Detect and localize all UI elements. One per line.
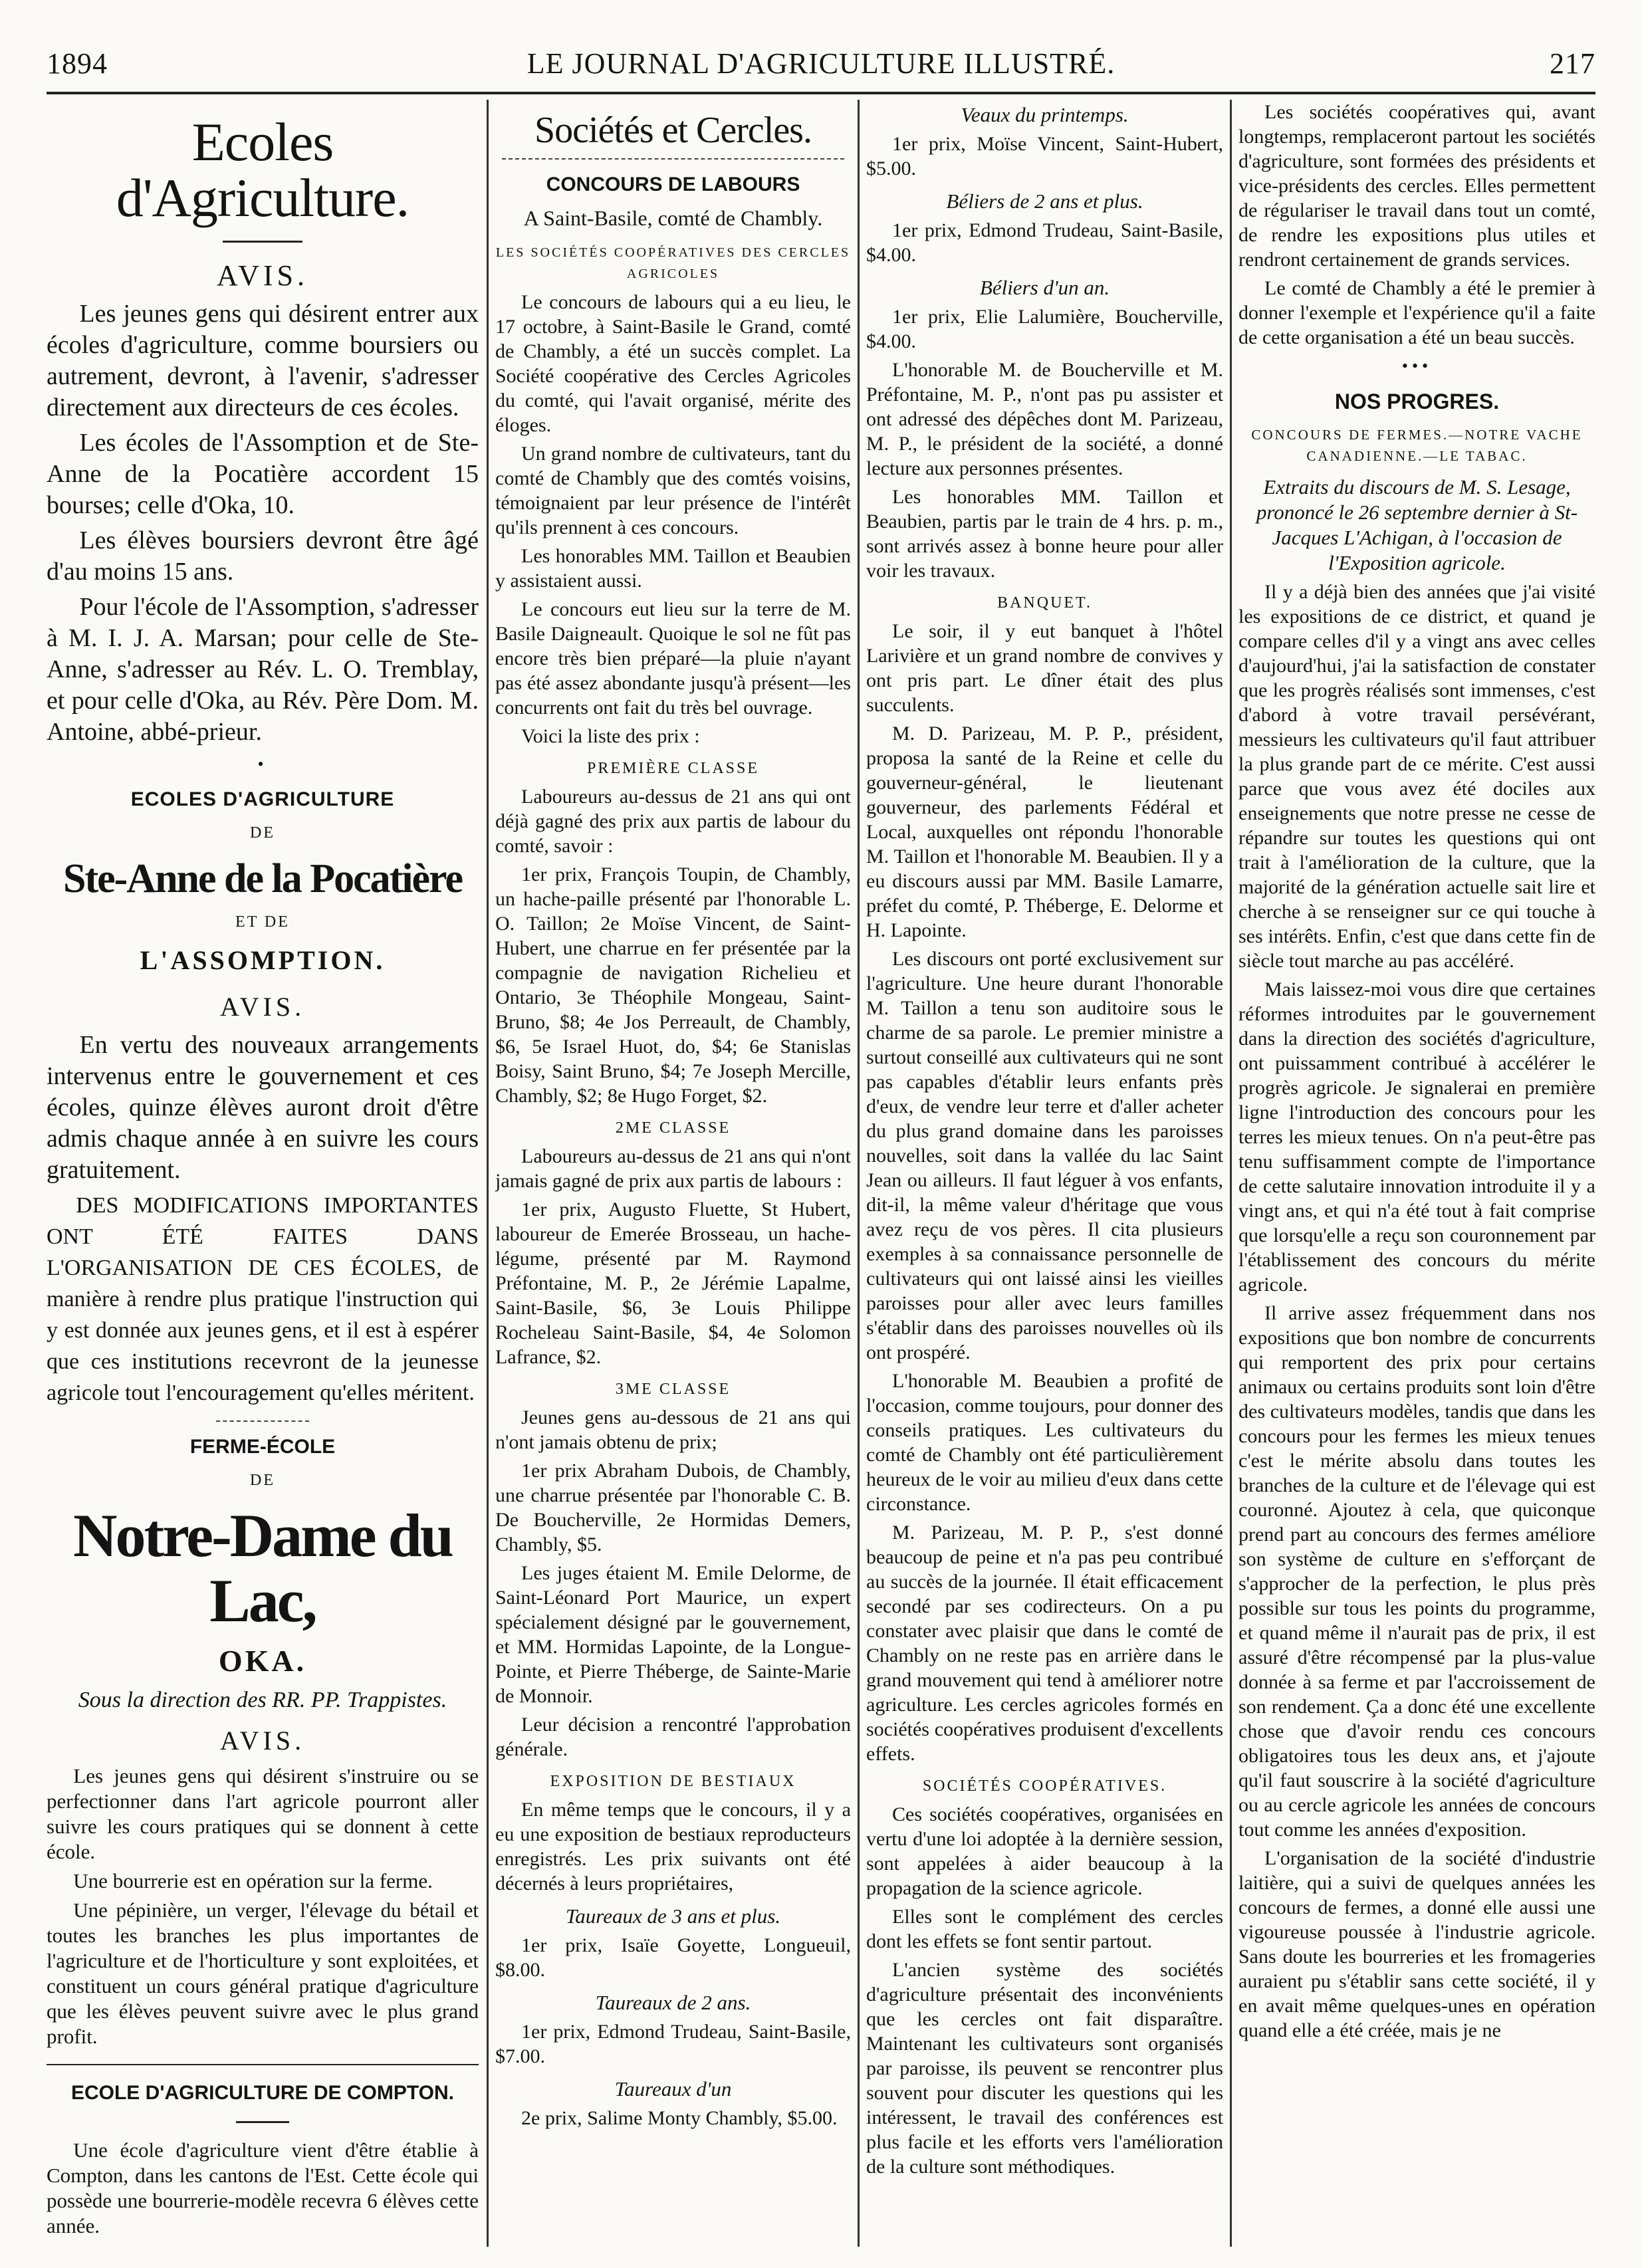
paragraph: Les honorables MM. Taillon et Beaubien y assistaient aussi. bbox=[495, 545, 851, 592]
italic-subhead: Taureaux de 3 ans et plus. bbox=[565, 1904, 781, 1928]
paragraph: Les discours ont porté exclusivement sur l'agriculture. Une heure durant l'honorable M. Taillon a tenu son auditoire sous le charme de sa parole. Le premier ministre a surtout conseillé aux cultivateurs qui ne sont pas capables d'établir leurs enfants près d'eux, de vendre leur terre et d'aller acheter du plus grand domaine dans les paroisses nouvelles, soit dans la vallée du lac Saint Jean ou ailleurs. Il faut léguer à vos enfants, dit-il, la même valeur d'héritage que vous avez reçu de vos pères. Il cita plusieurs exemples à sa connaissance personnelle de cultivateurs qui ont laissé ainsi les vieilles paroisses pour aller avec leurs familles s'établir dans des paroisses nouvelles où ils ont prospéré. bbox=[866, 948, 1223, 1363]
avis-heading: AVIS. bbox=[216, 259, 308, 292]
paragraph: Les sociétés coopératives qui, avant longtemps, remplaceront partout les sociétés d'agriculture, sont formées des présidents et vice-présidents des cercles. Elles permettent de régulariser le travail dans tout un comté, de rendre les expositions plus utiles et rendront certainement de grands services. bbox=[1238, 101, 1595, 271]
paragraph: Le concours eut lieu sur la terre de M. Basile Daigneault. Quoique le sol ne fût pas encore très bien préparé—la pluie n'ayant pas été assez abondante jusqu'à présent—les concurrents ont fait du très bel ouvrage. bbox=[495, 598, 851, 719]
paragraph: Jeunes gens au-dessous de 21 ans qui n'ont jamais obtenu de prix; bbox=[495, 1407, 851, 1453]
column-divider bbox=[858, 100, 860, 2247]
paragraph: M. Parizeau, M. P. P., s'est donné beaucoup de peine et n'a pas peu contribué au succès de la journée. Il était efficacement secondé par ses codirecteurs. On a pu constater avec plaisir que dans le comté de Chambly on ne reste pas en arrière dans le grand mouvement qui tend à améliorer notre agriculture. Les cercles agricoles formés en sociétés coopératives produisent d'excellents effets. bbox=[866, 1522, 1223, 1765]
header-page-number: 217 bbox=[1550, 47, 1595, 80]
column-3 bbox=[866, 100, 1223, 2247]
paragraph: L'honorable M. Beaubien a profité de l'occasion, comme toujours, pour donner des conseils pratiques. Les cultivateurs du comté de Chambly ont été particulièrement heureux de le voir au milieu d'eux dans cette circonstance. bbox=[866, 1370, 1223, 1515]
column-1 bbox=[47, 100, 479, 2247]
page-header bbox=[47, 20, 1595, 93]
separator bbox=[223, 241, 302, 243]
header-journal-title: LE JOURNAL D'AGRICULTURE ILLUSTRÉ. bbox=[527, 47, 1115, 80]
paragraph: Elles sont le complément des cercles dont les effets se font sentir partout. bbox=[866, 1906, 1223, 1952]
separator bbox=[502, 158, 844, 160]
section-heading: CONCOURS DE LABOURS bbox=[546, 173, 800, 195]
italic-subhead: Taureaux d'un bbox=[614, 2077, 732, 2100]
section-heading: ECOLE D'AGRICULTURE DE COMPTON. bbox=[70, 2082, 455, 2104]
paragraph: En même temps que le concours, il y a eu une exposition de bestiaux reproducteurs enregistrés. Les prix suivants ont été décernés à leurs propriétaires, bbox=[495, 1799, 851, 1894]
column-divider bbox=[487, 100, 489, 2247]
paragraph: 1er prix, Augusto Fluette, St Hubert, laboureur de Emerée Brosseau, un hache-légume, présenté par M. Raymond Préfontaine, M. P., 2e Jérémie Lapalme, Saint-Basile, $6, 3e Louis Philippe Rocheleau Saint-Basile, $4, 4e Solomon Lafrance, $2. bbox=[495, 1198, 851, 1368]
paragraph: Les jeunes gens qui désirent entrer aux écoles d'agriculture, comme boursiers ou autrement, devront, à l'avenir, s'adresser directement aux directeurs de ces écoles. bbox=[47, 300, 479, 421]
small-caps: CONCOURS DE FERMES.—NOTRE VACHE CANADIENNE.—LE TABAC. bbox=[1251, 427, 1583, 464]
section-heading: ECOLES D'AGRICULTURE bbox=[130, 788, 395, 810]
small-caps: 2ME CLASSE bbox=[615, 1119, 731, 1137]
paragraph: Une pépinière, un verger, l'élevage du bétail et toutes les branches les plus importantes de l'agriculture et de l'horticulture y sont exploitées, et constituent un cours général pratique d'agriculture que les élèves peuvent suivre avec le plus grand profit. bbox=[47, 1898, 479, 2048]
separator bbox=[47, 2064, 479, 2065]
paragraph: Pour l'école de l'Assomption, s'adresser à M. I. J. A. Marsan; pour celle de Ste-Anne, s'adresser au Rév. L. O. Tremblay, et pour celle d'Oka, au Rév. Père Dom. M. Antoine, abbé-prieur. bbox=[47, 593, 479, 746]
paragraph: DES MODIFICATIONS IMPORTANTES ONT ÉTÉ FAITES DANS L'ORGANISATION DE CES ÉCOLES, de manière à rendre plus pratique l'instruction qui y est donnée aux jeunes gens, et il est à espérer que ces institutions recevront de la jeunesse agricole tout l'encouragement qu'elles méritent. bbox=[47, 1193, 479, 1405]
small-caps: LES SOCIÉTÉS COOPÉRATIVES DES CERCLES AGRICOLES bbox=[495, 245, 851, 281]
paragraph: Laboureurs au-dessus de 21 ans qui ont déjà gagné des prix aux partis de labour du comté, savoir : bbox=[495, 786, 851, 857]
paragraph: Les élèves boursiers devront être âgé d'au moins 15 ans. bbox=[47, 526, 479, 586]
paragraph: L'honorable M. de Boucherville et M. Préfontaine, M. P., n'ont pas pu assister et ont adressé des dépêches dont M. Parizeau, M. P., le président de la société, a donné lecture aux personnes présentes. bbox=[866, 359, 1223, 479]
paragraph: 2e prix, Salime Monty Chambly, $5.00. bbox=[521, 2107, 838, 2129]
column-divider bbox=[1230, 100, 1232, 2247]
ecoles-title: Ecoles d'Agriculture. bbox=[116, 112, 410, 228]
small-caps: DE bbox=[250, 824, 275, 842]
paragraph: Le comté de Chambly a été le premier à donner l'exemple et l'expérience qu'il a faite de cette organisation a été un beau succès. bbox=[1238, 277, 1595, 348]
paragraph: L'ancien système des sociétés d'agriculture présentait des inconvénients que les cercles ont fait disparaître. Maintenant les cultivateurs sont organisés par paroisse, ils peuvent se rencontrer plus souvent pour discuter les questions qui les intéressent, le travail des conférences est plus facile et les efforts vers l'amélioration de la culture sont méthodiques. bbox=[866, 1959, 1223, 2178]
paragraph: Laboureurs au-dessus de 21 ans qui n'ont jamais gagné de prix aux partis de labours : bbox=[495, 1145, 851, 1192]
header-rule bbox=[47, 92, 1595, 94]
italic-subhead: Béliers d'un an. bbox=[979, 276, 1110, 299]
italic-subhead: Veaux du printemps. bbox=[961, 103, 1129, 126]
avis-heading: AVIS. bbox=[219, 992, 306, 1022]
paragraph: Voici la liste des prix : bbox=[521, 725, 700, 747]
paragraph: Une bourrerie est en opération sur la ferme. bbox=[73, 1869, 433, 1892]
section-heading: FERME-ÉCOLE bbox=[189, 1436, 336, 1458]
small-caps: SOCIÉTÉS COOPÉRATIVES. bbox=[922, 1777, 1167, 1795]
paragraph: 1er prix, François Toupin, de Chambly, un hache-paille présenté par l'honorable L. O. Taillon; 2e Moïse Vincent, de Saint-Hubert, une charrue en fer présentée par la compagnie de navigation Richelieu et Ontario, 3e Théophile Mongeau, Saint-Bruno, $8; 4e Jos Perreault, de Chambly, $6, 5e Israel Huot, do, $4; 6e Stanislas Boisy, Saint Bruno, $4; 7e Joseph Mercille, Chambly, $2; 8e Hugo Forget, $2. bbox=[495, 863, 851, 1107]
assomption-title: L'ASSOMPTION. bbox=[140, 945, 386, 975]
header-year: 1894 bbox=[47, 47, 108, 80]
small-caps: 3ME CLASSE bbox=[615, 1381, 731, 1398]
paragraph: Les jeunes gens qui désirent s'instruire ou se perfectionner dans l'art agricole pourront aller suivre les cours pratiques qui se donnent à cette école. bbox=[47, 1764, 479, 1863]
separator bbox=[216, 1420, 309, 1422]
paragraph: M. D. Parizeau, M. P. P., président, proposa la santé de la Reine et celle du gouverneur-général, le lieutenant gouverneur, des parlements Fédéral et Local, auxquelles ont répondu l'honorable M. Taillon et l'honorable M. Beaubien. Il y a eu discours aussi par MM. Basile Lamarre, préfet du comté, P. Théberge, E. Delorme et H. Lapointe. bbox=[866, 723, 1223, 941]
italic-subhead: Extraits du discours de M. S. Lesage, prononcé le 26 septembre dernier à St-Jacques L'Achigan, à l'occasion de l'Exposition agricole. bbox=[1256, 475, 1578, 574]
paragraph: Les honorables MM. Taillon et Beaubien, partis par le train de 4 hrs. p. m., sont arrivés assez à bonne heure pour aller voir les travaux. bbox=[866, 486, 1223, 582]
paragraph: Il arrive assez fréquemment dans nos expositions que bon nombre de concurrents qui remportent des prix pour certains animaux ou certains produits sont loin d'être des cultivateurs modèles, tandis que dans les concours pour les fermes les mieux tenues c'est le mérite absolu dans toutes les branches de la culture et de l'élevage qui est couronné. Ajoutez à cela, que quiconque prend part au concours des fermes améliore son système de culture en s'efforçant de s'approcher de la perfection, le plus près possible sur tous les points du programme, et quand même il n'aurait pas de prix, il est assuré d'être récompensé par la plus-value donnée à sa ferme et par l'accroissement de son rendement. Ça a donc été une excellente chose que d'avoir rendu ces concours obligatoires tous les deux ans, et j'ajoute qu'il faut souscrire à la société d'agriculture ou au cercle agricole les années de concours tout comme les années d'exposition. bbox=[1238, 1302, 1595, 1841]
paragraph: Il y a déjà bien des années que j'ai visité les expositions de ce district, et quand je compare celles d'il y a vingt ans avec celles d'aujourd'hui, j'ai la satisfaction de constater que les progrès réalisés sont immenses, c'est d'abord à votre travail persévérant, messieurs les cultivateurs qu'il faut attribuer la plus grande part de ce mérite. C'est aussi parce que vous avez été dociles aux enseignements que notre presse ne cesse de répandre sur toutes les questions qui ont trait à l'amélioration de la culture, que la majorité de la génération actuelle sait lire et cherche à se renseigner sur ce qui touche à ses intérêts. Enfin, c'est que dans cette fin de siècle tout marche au pas accéléré. bbox=[1238, 581, 1595, 972]
separator bbox=[236, 2121, 289, 2123]
paragraph: Le concours de labours qui a eu lieu, le 17 octobre, à Saint-Basile le Grand, comté de Chambly, a été un succès complet. La Société coopérative des Cercles Agricoles du comté, qui l'avait organisé, mérite des éloges. bbox=[495, 291, 851, 436]
notre-dame-title: Notre-Dame du Lac, bbox=[73, 1502, 452, 1635]
paragraph: Mais laissez-moi vous dire que certaines réformes introduites par le gouvernement dans la direction des sociétés d'agriculture, ont puissamment contribué à accélérer le progrès agricole. Je signalerai en première ligne l'introduction des concours pour les terres les mieux tenues. On n'a peut-être pas tenu suffisamment compte de l'importance de cette salutaire innovation introduite il y a vingt ans, et qui n'a été tout à fait comprise que lorsqu'elle a reçu son couronnement par l'établissement des concours du mérite agricole. bbox=[1238, 978, 1595, 1296]
societes-title: Sociétés et Cercles. bbox=[534, 110, 812, 151]
paragraph: Un grand nombre de cultivateurs, tant du comté de Chambly que des comtés voisins, témoignaient par leur présence de l'intérêt qu'ils prennent à ces concours. bbox=[495, 443, 851, 538]
section-heading: NOS PROGRES. bbox=[1334, 390, 1500, 413]
small-caps: EXPOSITION DE BESTIAUX bbox=[550, 1773, 796, 1790]
column-2 bbox=[495, 100, 851, 2247]
avis-heading: AVIS. bbox=[219, 1726, 306, 1756]
paragraph: 1er prix, Isaïe Goyette, Longueuil, $8.00. bbox=[495, 1934, 851, 1981]
paragraph: Une école d'agriculture vient d'être établie à Compton, dans les cantons de l'Est. Cette école qui possède une bourrerie-modèle recevra 6 élèves cette année. bbox=[47, 2138, 479, 2237]
paragraph: 1er prix, Edmond Trudeau, Saint-Basile, $4.00. bbox=[866, 219, 1223, 266]
paragraph: 1er prix Abraham Dubois, de Chambly, une charrue présentée par l'honorable C. B. De Boucherville, 2e Hormidas Demers, Chambly, $5. bbox=[495, 1460, 851, 1555]
small-caps: DE bbox=[250, 1472, 275, 1489]
direction-note: Sous la direction des RR. PP. Trappistes. bbox=[78, 1688, 447, 1712]
paragraph: Les écoles de l'Assomption et de Ste-Anne de la Pocatière accordent 15 bourses; celle d'Oka, 10. bbox=[47, 429, 479, 519]
paragraph: 1er prix, Moïse Vincent, Saint-Hubert, $5.00. bbox=[866, 133, 1223, 179]
small-caps: PREMIÈRE CLASSE bbox=[586, 760, 760, 777]
subheading: A Saint-Basile, comté de Chambly. bbox=[523, 206, 823, 230]
paragraph: Le soir, il y eut banquet à l'hôtel Larivière et un grand nombre de convives y ont pris part. Le dîner était des plus succulents. bbox=[866, 620, 1223, 716]
paragraph: Leur décision a rencontré l'approbation générale. bbox=[495, 1714, 851, 1760]
column-4 bbox=[1238, 100, 1595, 2247]
paragraph: L'organisation de la société d'industrie laitière, qui a suivi de quelques années les concours de fermes, a donné elle aussi une vigoureuse poussée à l'industrie agricole. Sans doute les bourreries et les fromageries auraient pu s'établir sans cette société, il y en avait même quelques-unes en opération quand elle a été créée, mais je ne bbox=[1238, 1847, 1595, 2041]
ornament: • bbox=[257, 754, 268, 774]
paragraph: 1er prix, Edmond Trudeau, Saint-Basile, $7.00. bbox=[495, 2021, 851, 2067]
paragraph: Ces sociétés coopératives, organisées en vertu d'une loi adoptée à la dernière session, sont appelées à aider beaucoup à la propagation de la science agricole. bbox=[866, 1803, 1223, 1899]
paragraph: En vertu des nouveaux arrangements intervenus entre le gouvernement et ces écoles, quinze élèves auront droit d'être admis chaque année à en suivre les cours gratuitement. bbox=[47, 1031, 479, 1184]
paragraph: Les juges étaient M. Emile Delorme, de Saint-Léonard Port Maurice, un expert spécialement désigné par le gouvernement, et MM. Hormidas Lapointe, de la Longue-Pointe, et Pierre Théberge, de Sainte-Marie de Monnoir. bbox=[495, 1562, 851, 1707]
ste-anne-title: Ste-Anne de la Pocatière bbox=[63, 856, 462, 901]
italic-subhead: Béliers de 2 ans et plus. bbox=[946, 189, 1143, 213]
oka-title: OKA. bbox=[218, 1644, 307, 1678]
small-caps: ET DE bbox=[235, 913, 290, 931]
small-caps: BANQUET. bbox=[997, 594, 1092, 612]
italic-subhead: Taureaux de 2 ans. bbox=[595, 1991, 751, 2014]
ornament: ••• bbox=[1401, 356, 1433, 376]
paragraph: 1er prix, Elie Lalumière, Boucherville, $4.00. bbox=[866, 306, 1223, 352]
